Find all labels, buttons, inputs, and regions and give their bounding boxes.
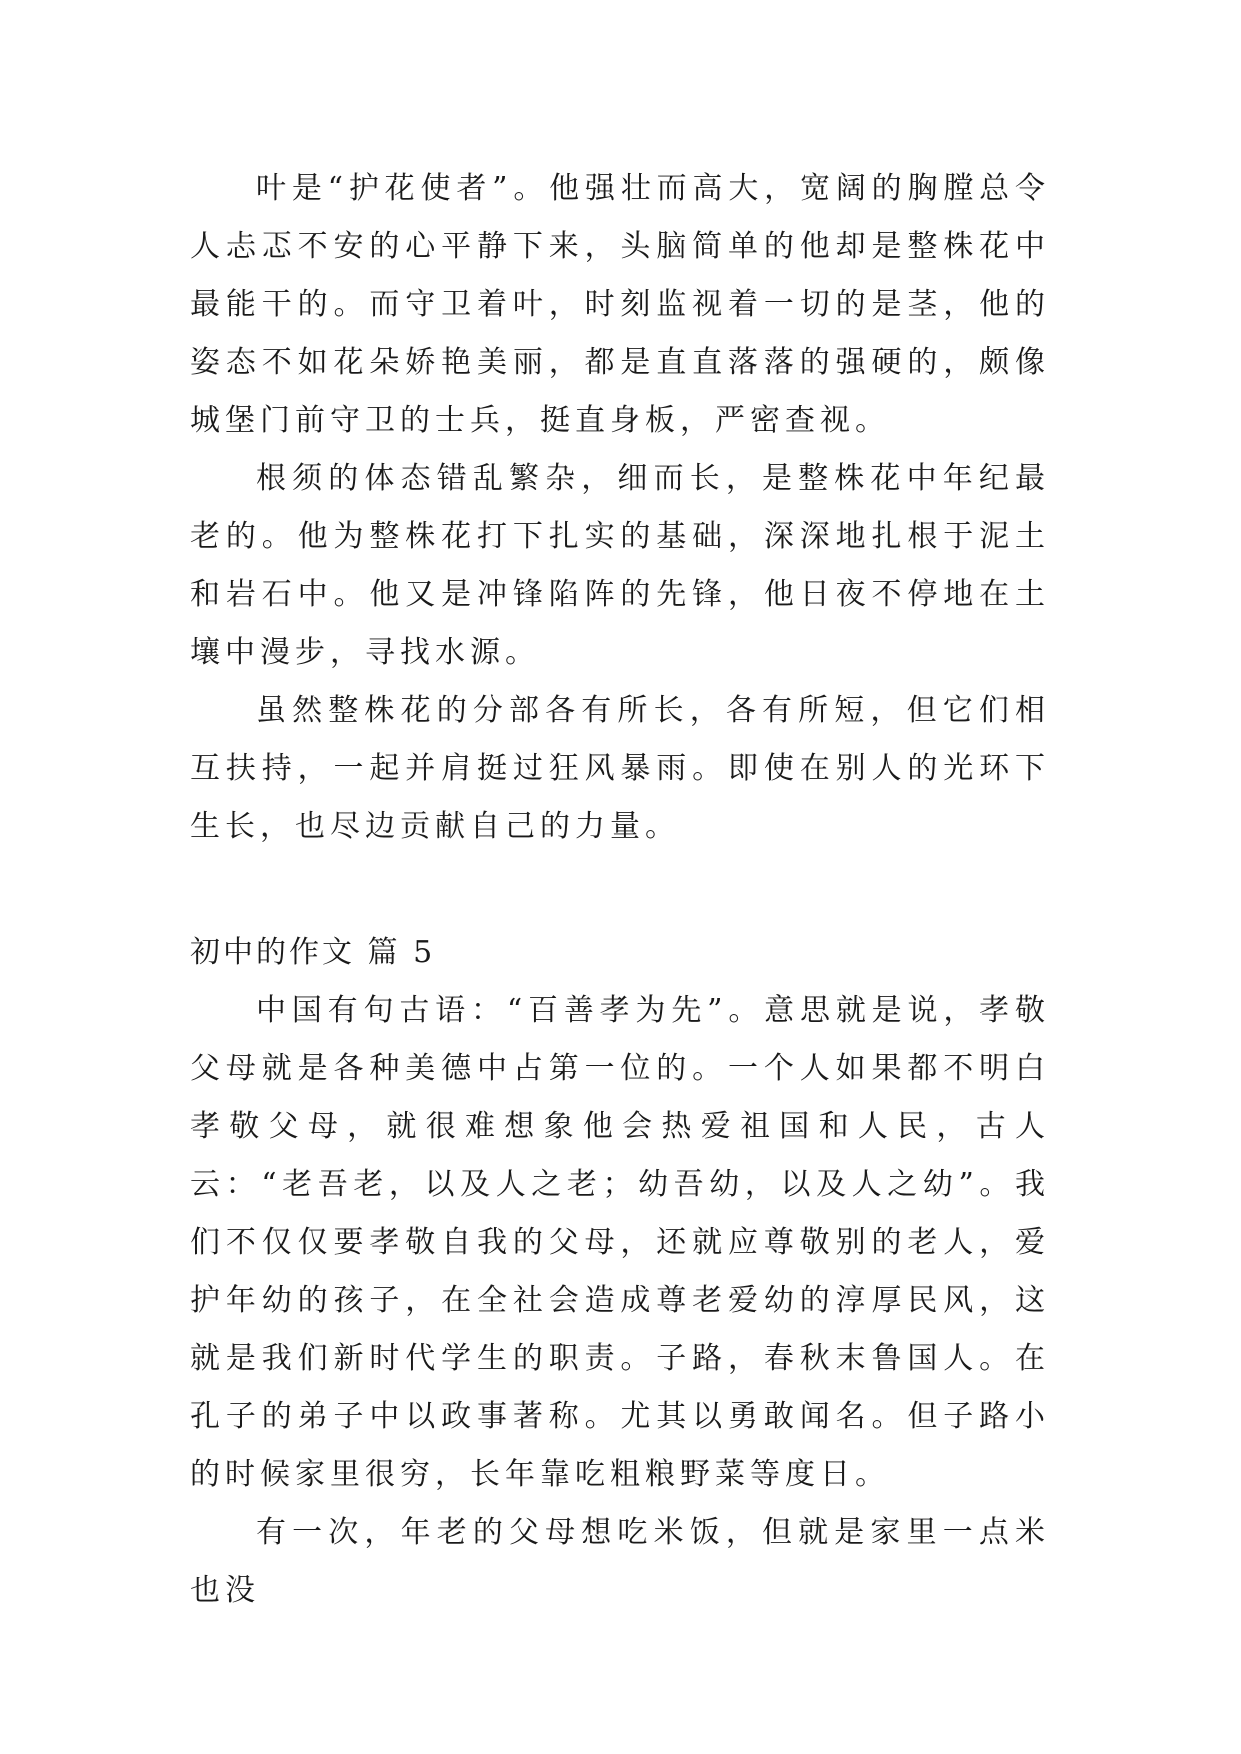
paragraph-conclusion: 虽然整株花的分部各有所长，各有所短，但它们相互扶持，一起并肩挺过狂风暴雨。即使在别人的光环下生长，也尽边贡献自己的力量。 [190, 693, 1050, 844]
paragraph-filial-piety: 中国有句古语：“百善孝为先”。意思就是说，孝敬父母就是各种美德中占第一位的。一个人如果都不明白孝敬父母，就很难想象他会热爱祖国和人民，古人云：“老吾老，以及人之老；幼吾幼，以及人之幼”。我们不仅仅要孝敬自我的父母，还就应尊敬别的老人，爱护年幼的孩子，在全社会造成尊老爱幼的淳厚民风，这就是我们新时代学生的职责。子路，春秋末鲁国人。在孔子的弟子中以政事著称。尤其以勇敢闻名。但子路小的时候家里很穷，长年靠吃粗粮野菜等度日。 [190, 993, 1050, 1492]
paragraph-roots: 根须的体态错乱繁杂，细而长，是整株花中年纪最老的。他为整株花打下扎实的基础，深深地扎根于泥土和岩石中。他又是冲锋陷阵的先锋，他日夜不停地在土壤中漫步，寻找水源。 [190, 461, 1050, 670]
document-body [190, 160, 1050, 1620]
paragraph-leaf-stem: 叶是“护花使者”。他强壮而高大，宽阔的胸膛总令人忐忑不安的心平静下来，头脑简单的他却是整株花中最能干的。而守卫着叶，时刻监视着一切的是茎，他的姿态不如花朵娇艳美丽，都是直直落落的强硬的，颇像城堡门前守卫的士兵，挺直身板，严密查视。 [190, 171, 1050, 438]
paragraph-story-start: 有一次，年老的父母想吃米饭，但就是家里一点米也没 [190, 1515, 1050, 1608]
section-spacer [190, 856, 1050, 924]
section-heading: 初中的作文 篇 5 [190, 935, 436, 970]
